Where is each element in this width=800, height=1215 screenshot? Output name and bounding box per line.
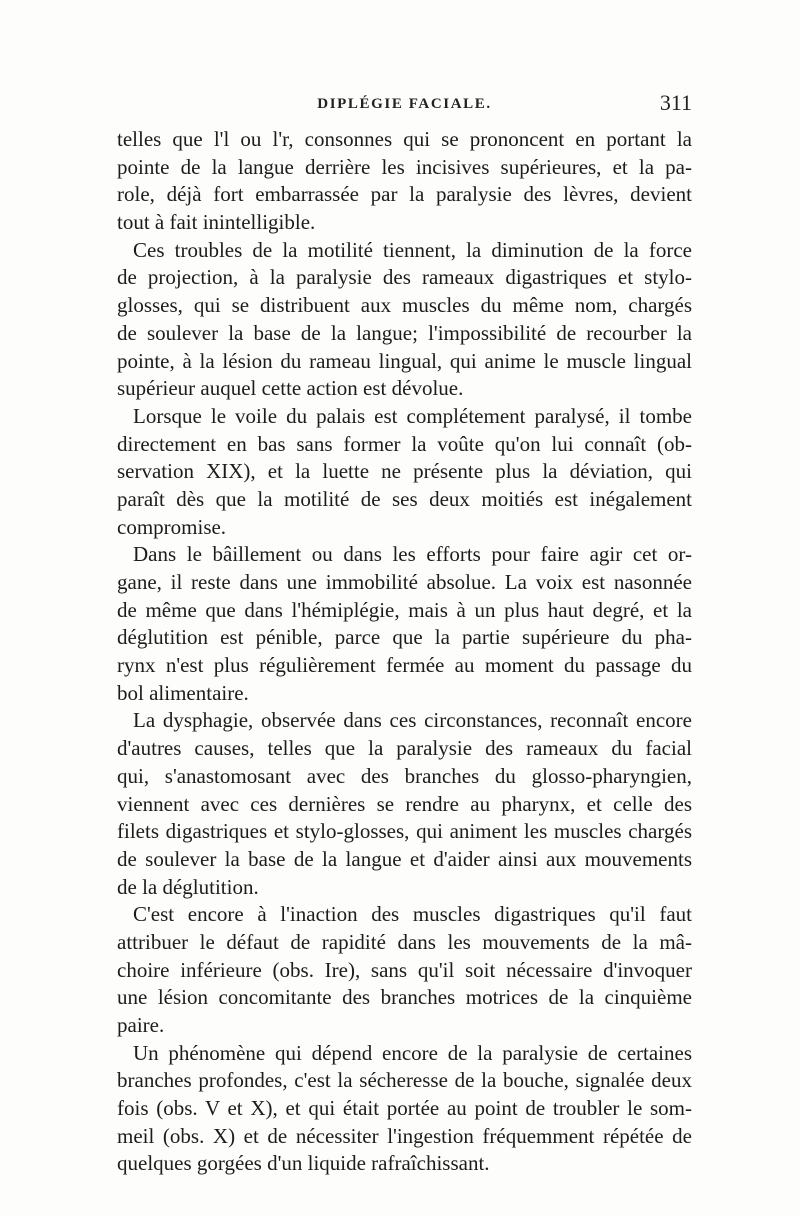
text-line: Dans le bâillement ou dans les efforts pour faire agir cet or-	[133, 542, 692, 567]
text-line: paraît dès que la motilité de ses deux moitiés est inégalement	[117, 486, 692, 511]
text-line: paire.	[117, 1013, 165, 1037]
paragraph-1	[117, 126, 692, 237]
text-line: quelques gorgées d'un liquide rafraîchissant.	[117, 1151, 490, 1176]
text-line: Lorsque le voile du palais est complétement paralysé, il tombe	[133, 403, 692, 428]
text-line: choire inférieure (obs. Ire), sans qu'il soit nécessaire d'invoquer	[117, 957, 692, 982]
page-header	[117, 90, 692, 124]
text-line: bol alimentaire.	[117, 680, 249, 705]
paragraph-2	[117, 237, 692, 403]
text-line: tout à fait inintelligible.	[117, 210, 316, 235]
text-line: de soulever la base de la langue; l'impossibilité de recourber la	[117, 320, 692, 345]
text-line: branches profondes, c'est la sécheresse de la bouche, signalée deux	[117, 1068, 692, 1093]
text-line: directement en bas sans former la voûte qu'on lui connaît (ob-	[117, 431, 692, 456]
text-line: rynx n'est plus régulièrement fermée au moment du passage du	[117, 653, 692, 678]
text-line: supérieur auquel cette action est dévolue.	[117, 376, 464, 401]
text-line: pointe de la langue derrière les incisives supérieures, et la pa-	[117, 154, 692, 179]
text-line: role, déjà fort embarrassée par la paralysie des lèvres, devient	[117, 182, 692, 207]
paragraph-3	[117, 403, 692, 541]
text-line: de soulever la base de la langue et d'aider ainsi aux mouvements	[117, 846, 692, 871]
text-line: déglutition est pénible, parce que la partie supérieure du pha-	[117, 625, 692, 650]
body-text	[117, 126, 692, 1178]
text-line: Un phénomène qui dépend encore de la paralysie de certaines	[133, 1040, 692, 1065]
text-line: de projection, à la paralysie des rameaux digastriques et stylo-	[117, 265, 692, 290]
text-line: glosses, qui se distribuent aux muscles du même nom, chargés	[117, 293, 692, 318]
text-line: fois (obs. V et X), et qui était portée au point de troubler le som-	[117, 1096, 692, 1121]
running-head: DIPLÉGIE FACIALE.	[317, 96, 492, 112]
paragraph-7	[117, 1040, 692, 1178]
text-line: C'est encore à l'inaction des muscles digastriques qu'il faut	[133, 902, 692, 927]
page-number: 311	[659, 90, 692, 115]
text-line: d'autres causes, telles que la paralysie des rameaux du facial	[117, 736, 692, 761]
text-line: de même que dans l'hémiplégie, mais à un plus haut degré, et la	[117, 597, 692, 622]
text-line: Ces troubles de la motilité tiennent, la diminution de la force	[133, 237, 692, 262]
paragraph-4	[117, 541, 692, 707]
text-line: qui, s'anastomosant avec des branches du glosso-pharyngien,	[117, 763, 692, 788]
text-line: filets digastriques et stylo-glosses, qui animent les muscles chargés	[117, 819, 692, 844]
text-line: une lésion concomitante des branches motrices de la cinquième	[117, 985, 692, 1010]
text-line: compromise.	[117, 514, 227, 539]
text-line: La dysphagie, observée dans ces circonstances, reconnaît encore	[133, 708, 692, 733]
paragraph-5	[117, 707, 692, 901]
paragraph-6	[117, 901, 692, 1039]
text-line: telles que l'l ou l'r, consonnes qui se prononcent en portant la	[117, 127, 692, 151]
text-line: meil (obs. X) et de nécessiter l'ingestion fréquemment répétée de	[117, 1123, 692, 1148]
text-line: servation XIX), et la luette ne présente plus la déviation, qui	[117, 459, 692, 484]
text-line: pointe, à la lésion du rameau lingual, qui anime le muscle lingual	[117, 348, 692, 373]
text-line: attribuer le défaut de rapidité dans les mouvements de la mâ-	[117, 929, 692, 954]
text-line: viennent avec ces dernières se rendre au pharynx, et celle des	[117, 791, 692, 816]
text-line: de la déglutition.	[117, 874, 259, 899]
text-line: gane, il reste dans une immobilité absolue. La voix est nasonnée	[117, 570, 692, 594]
